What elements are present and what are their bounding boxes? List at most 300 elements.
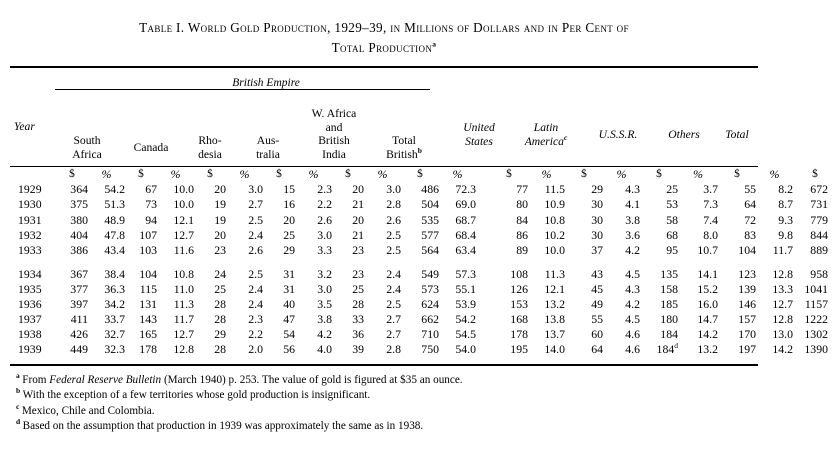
cell-value: 20 [352, 182, 364, 197]
cell-value: 104 [738, 242, 756, 257]
header-canada [120, 141, 182, 155]
cell-value: 12.1 [173, 212, 194, 227]
cell-year: 1936 [18, 297, 42, 312]
cell-value: 4.1 [625, 197, 640, 212]
cell-value: 13.2 [697, 342, 718, 357]
header-total-british-line2 [371, 145, 437, 162]
cell-value: 2.8 [386, 342, 401, 357]
cell-value: 68 [666, 227, 678, 242]
header-australia-line2: tralia [256, 147, 280, 161]
header-wafrica-line4: India [322, 147, 346, 161]
cell-value: 4.5 [625, 266, 640, 281]
symbol-percent: % [452, 167, 463, 182]
table-title [0, 0, 768, 58]
column-gap [476, 342, 490, 357]
cell-value: 83 [744, 227, 756, 242]
cell-value: 2.2 [248, 327, 263, 342]
cell-value: 103 [139, 242, 157, 257]
cell-value: 2.6 [248, 242, 263, 257]
cell-value: 20 [283, 212, 295, 227]
data-rows-body [10, 182, 837, 357]
cell-value: 2.5 [248, 266, 263, 281]
header-west-africa-british-india [297, 107, 371, 161]
cell-value: 21 [352, 197, 364, 212]
header-wafrica-line1: W. Africa [311, 107, 357, 120]
cell-value: 19 [214, 197, 226, 212]
cell-value: 449 [70, 342, 88, 357]
cell-value: 168 [510, 312, 528, 327]
cell-value: 12.7 [173, 227, 194, 242]
cell-value: 158 [660, 281, 678, 296]
cell-value: 94 [145, 212, 157, 227]
cell-value: 15 [283, 182, 295, 197]
cell-value: 11.7 [173, 312, 194, 327]
symbol-dollar: $ [581, 168, 587, 181]
cell-value: 3.0 [317, 227, 332, 242]
title-line-1: Table I. World Gold Production, 1929–39, in Millions of Dollars and in Per Cent of [139, 20, 629, 35]
cell-value: 20 [214, 227, 226, 242]
cell-value: 31 [283, 281, 295, 296]
cell-value: 377 [70, 281, 88, 296]
cell-value: 25 [214, 281, 226, 296]
cell-value: 126 [510, 281, 528, 296]
cell-value: 397 [70, 297, 88, 312]
symbol-percent: % [101, 167, 112, 182]
header-rhodesia [183, 134, 237, 161]
cell-value: 10.8 [544, 212, 565, 227]
header-united-states [447, 121, 511, 148]
cell-value: 37 [591, 242, 603, 257]
cell-value: 10.8 [173, 266, 194, 281]
cell-value: 104 [139, 266, 157, 281]
footnote [16, 401, 756, 419]
cell-value: 48.9 [104, 212, 125, 227]
cell-value: 1222 [804, 312, 828, 327]
column-gap [476, 197, 490, 212]
cell-year: 1937 [18, 312, 42, 327]
footnote [16, 373, 756, 388]
cell-value: 380 [70, 212, 88, 227]
header-south-africa-line1: South [73, 134, 101, 147]
header-latin-america [512, 121, 580, 148]
cell-value: 404 [70, 227, 88, 242]
cell-value: 64 [591, 342, 603, 357]
symbol-dollar: $ [417, 168, 423, 181]
cell-value: 9.3 [778, 212, 793, 227]
cell-value: 58 [666, 212, 678, 227]
cell-value: 2.7 [386, 327, 401, 342]
cell-value: 72 [744, 212, 756, 227]
header-latin-america-line2 [512, 132, 580, 149]
cell-value: 56 [283, 342, 295, 357]
cell-value: 47 [283, 312, 295, 327]
cell-value: 3.0 [317, 281, 332, 296]
british-empire-group-label: British Empire [232, 77, 300, 89]
cell-value: 10.0 [173, 197, 194, 212]
cell-value: 4.2 [625, 242, 640, 257]
cell-value: 14.7 [697, 312, 718, 327]
cell-value: 24 [214, 266, 226, 281]
header-south-africa [54, 134, 120, 161]
table-row [10, 197, 837, 212]
table-row [10, 267, 837, 282]
table-row [10, 297, 837, 312]
cell-value: 14.1 [697, 266, 718, 281]
cell-value: 30 [591, 227, 603, 242]
cell-value: 68.4 [455, 227, 476, 242]
cell-value: 2.4 [386, 281, 401, 296]
cell-value: 14.2 [697, 327, 718, 342]
cell-value: 43.4 [104, 242, 125, 257]
cell-value: 54.5 [455, 327, 476, 342]
column-headers [0, 92, 768, 166]
footnote-mark: a [16, 371, 20, 381]
cell-value: 135 [660, 266, 678, 281]
header-total-british-line1: Total [392, 134, 416, 147]
cell-value: 19 [214, 212, 226, 227]
symbol-percent: % [308, 167, 319, 182]
column-gap [476, 213, 490, 228]
table-row [10, 182, 837, 197]
table-row [10, 327, 837, 342]
cell-value: 28 [214, 312, 226, 327]
cell-value: 11.0 [173, 281, 194, 296]
footnote-italic-title: Federal Reserve Bulletin [49, 373, 162, 386]
symbol-percent: % [239, 167, 250, 182]
cell-value: 47.8 [104, 227, 125, 242]
header-latin-america-footnote-mark: c [563, 132, 568, 142]
cell-value: 184 [660, 327, 678, 342]
cell-value: 28 [214, 342, 226, 357]
cell-value: 16.0 [697, 297, 718, 312]
cell-value: 25 [352, 281, 364, 296]
cell-value: 36.3 [104, 281, 125, 296]
cell-value: 2.4 [248, 281, 263, 296]
cell-value: 4.0 [317, 342, 332, 357]
symbol-dollar: $ [138, 168, 144, 181]
cell-value: 2.3 [317, 182, 332, 197]
cell-value: 8.2 [778, 182, 793, 197]
cell-value: 3.7 [703, 182, 718, 197]
cell-value: 86 [516, 227, 528, 242]
cell-value: 43 [591, 266, 603, 281]
symbol-percent: % [377, 167, 388, 182]
cell-value: 662 [421, 312, 439, 327]
cell-value: 13.3 [772, 281, 793, 296]
cell-value: 958 [810, 266, 828, 281]
cell-year: 1935 [18, 281, 42, 296]
cell-value: 4.3 [625, 182, 640, 197]
cell-value: 3.0 [248, 182, 263, 197]
column-gap [476, 312, 490, 327]
cell-value: 11.5 [544, 182, 565, 197]
cell-value: 7.3 [703, 197, 718, 212]
symbol-dollar: $ [345, 168, 351, 181]
footnote-text: Based on the assumption that production in 1939 was approximately the same as in 1938. [22, 420, 424, 433]
cell-value: 77 [516, 182, 528, 197]
cell-value: 32.3 [104, 342, 125, 357]
cell-value: 197 [738, 342, 756, 357]
cell-value: 2.5 [386, 242, 401, 257]
cell-value: 84 [516, 212, 528, 227]
cell-value: 64 [744, 197, 756, 212]
cell-value: 2.6 [317, 212, 332, 227]
column-gap [476, 182, 490, 197]
cell-value: 2.4 [248, 297, 263, 312]
symbol-dollar: $ [506, 168, 512, 181]
cell-value: 1157 [804, 297, 828, 312]
table-row [10, 243, 837, 258]
table-row [10, 282, 837, 297]
cell-value: 15.2 [697, 281, 718, 296]
header-ussr [583, 128, 653, 142]
title-footnote-mark: a [432, 39, 437, 49]
cell-value: 672 [810, 182, 828, 197]
header-latin-america-line2-text: America [524, 134, 564, 148]
cell-year: 1931 [18, 212, 42, 227]
cell-value: 3.8 [317, 312, 332, 327]
cell-value: 55 [591, 312, 603, 327]
cell-value: 3.6 [625, 227, 640, 242]
column-gap [476, 267, 490, 282]
cell-value: 153 [510, 297, 528, 312]
header-total [714, 128, 760, 142]
cell-year: 1938 [18, 327, 42, 342]
cell-value: 13.7 [544, 327, 565, 342]
header-total-line1: Total [725, 128, 749, 141]
cell-value: 68.7 [455, 212, 476, 227]
cell-value: 386 [70, 242, 88, 257]
header-year: Year [14, 120, 35, 133]
cell-value: 89 [516, 242, 528, 257]
cell-value: 504 [421, 197, 439, 212]
group-header-table [10, 77, 837, 89]
symbol-dollar: $ [734, 168, 740, 181]
cell-value: 55.1 [455, 281, 476, 296]
footnote [16, 388, 756, 403]
column-gap [476, 327, 490, 342]
cell-value: 2.5 [386, 297, 401, 312]
cell-value: 12.7 [173, 327, 194, 342]
cell-value: 10.7 [697, 242, 718, 257]
cell-value: 710 [421, 327, 439, 342]
cell-value: 12.8 [173, 342, 194, 357]
cell-value: 367 [70, 266, 88, 281]
header-total-british-line2-text: British [386, 147, 418, 161]
cell-value: 2.6 [386, 212, 401, 227]
cell-value: 564 [421, 242, 439, 257]
header-united-states-line1: United [463, 121, 495, 134]
header-total-british-footnote-mark: b [417, 145, 422, 155]
cell-value: 31 [283, 266, 295, 281]
british-empire-rule [55, 89, 430, 90]
cell-value: 2.3 [248, 312, 263, 327]
cell-year: 1933 [18, 242, 42, 257]
cell-value: 364 [70, 182, 88, 197]
cell-value: 178 [139, 342, 157, 357]
cell-value: 1390 [804, 342, 828, 357]
header-australia [240, 134, 296, 161]
footnote [16, 419, 756, 434]
cell-value: 10.9 [544, 197, 565, 212]
cell-value: 107 [139, 227, 157, 242]
cell-value: 12.8 [772, 312, 793, 327]
symbol-percent: % [170, 167, 181, 182]
cell-value: 72.3 [455, 182, 476, 197]
cell-value: 12.1 [544, 281, 565, 296]
cell-value: 4.6 [625, 342, 640, 357]
symbol-dollar: $ [69, 168, 75, 181]
column-gap [476, 282, 490, 297]
cell-value: 2.0 [248, 342, 263, 357]
cell-value: 486 [421, 182, 439, 197]
cell-value: 54.2 [455, 312, 476, 327]
cell-value: 4.3 [625, 281, 640, 296]
cell-value: 23 [214, 242, 226, 257]
cell-value: 28 [214, 297, 226, 312]
cell-value: 535 [421, 212, 439, 227]
cell-value: 55 [744, 182, 756, 197]
data-table [10, 167, 837, 357]
cell-value: 38.4 [104, 266, 125, 281]
cell-year: 1932 [18, 227, 42, 242]
cell-value: 3.3 [317, 242, 332, 257]
cell-value: 779 [810, 212, 828, 227]
cell-value: 2.4 [248, 227, 263, 242]
symbol-dollar: $ [656, 168, 662, 181]
cell-footnote-mark: d [674, 341, 678, 351]
cell-value: 2.2 [317, 197, 332, 212]
cell-value: 69.0 [455, 197, 476, 212]
cell-value: 165 [139, 327, 157, 342]
cell-value: 2.4 [386, 266, 401, 281]
cell-value: 30 [591, 197, 603, 212]
cell-value: 30 [591, 212, 603, 227]
cell-value: 123 [738, 266, 756, 281]
cell-value: 426 [70, 327, 88, 342]
cell-value: 34.2 [104, 297, 125, 312]
footnote-mark: d [16, 417, 21, 427]
cell-value: 180 [660, 312, 678, 327]
cell-value: 45 [591, 281, 603, 296]
cell-value: 40 [283, 297, 295, 312]
cell-value: 29 [591, 182, 603, 197]
cell-value: 131 [139, 297, 157, 312]
header-south-africa-line2: Africa [72, 147, 102, 161]
column-gap [476, 297, 490, 312]
cell-value: 29 [214, 327, 226, 342]
cell-value: 67 [145, 182, 157, 197]
cell-value: 2.5 [248, 212, 263, 227]
cell-value: 57.3 [455, 266, 476, 281]
column-gap [476, 167, 490, 182]
footnote-text-tail: (March 1940) p. 253. The value of gold is figured at $35 an ounce. [161, 373, 463, 386]
cell-value: 9.8 [778, 227, 793, 242]
cell-value [640, 342, 678, 357]
header-others [655, 128, 713, 142]
cell-value: 10.2 [544, 227, 565, 242]
cell-value: 28 [352, 297, 364, 312]
cell-value: 624 [421, 297, 439, 312]
cell-value: 11.3 [544, 266, 565, 281]
cell-value: 2.7 [248, 197, 263, 212]
cell-value: 139 [738, 281, 756, 296]
cell-value: 2.8 [386, 197, 401, 212]
cell-value: 108 [510, 266, 528, 281]
symbol-percent: % [616, 167, 627, 182]
cell-value: 13.2 [544, 297, 565, 312]
cell-value: 25 [666, 182, 678, 197]
symbol-percent: % [541, 167, 552, 182]
header-united-states-line2: States [465, 134, 493, 148]
table-row [10, 213, 837, 228]
header-total-british [371, 134, 437, 161]
cell-value: 12.8 [772, 266, 793, 281]
cell-value: 25 [283, 227, 295, 242]
symbol-percent: % [769, 167, 780, 182]
cell-value: 731 [810, 197, 828, 212]
column-gap [476, 243, 490, 258]
cell-value: 3.8 [625, 212, 640, 227]
cell-value: 12.7 [772, 297, 793, 312]
cell-value: 60 [591, 327, 603, 342]
cell-value: 1302 [804, 327, 828, 342]
header-wafrica-line3: British [318, 134, 350, 148]
footnote-text: From [22, 373, 50, 386]
symbol-dollar: $ [207, 168, 213, 181]
cell-value: 146 [738, 297, 756, 312]
header-australia-line1: Aus- [256, 134, 280, 147]
cell-value-text: 184 [656, 342, 675, 357]
cell-value: 53.9 [455, 297, 476, 312]
table-row [10, 312, 837, 327]
symbol-percent: % [693, 167, 703, 182]
cell-value: 23 [352, 266, 364, 281]
cell-value: 573 [421, 281, 439, 296]
cell-value: 36 [352, 327, 364, 342]
cell-value: 143 [139, 312, 157, 327]
cell-value: 33.7 [104, 312, 125, 327]
cell-value: 80 [516, 197, 528, 212]
cell-value: 4.2 [625, 297, 640, 312]
cell-value: 32.7 [104, 327, 125, 342]
symbol-dollar: $ [276, 168, 282, 181]
cell-value: 51.3 [104, 197, 125, 212]
cell-value: 11.6 [173, 242, 194, 257]
cell-value: 3.0 [386, 182, 401, 197]
footnote-text: With the exception of a few territories whose gold production is insignificant. [22, 389, 371, 402]
cell-value: 157 [738, 312, 756, 327]
row-group-spacer [10, 258, 837, 267]
cell-value: 7.4 [703, 212, 718, 227]
cell-value: 889 [810, 242, 828, 257]
footnote-text: Mexico, Chile and Colombia. [21, 404, 155, 417]
cell-value: 4.6 [625, 327, 640, 342]
cell-year: 1929 [18, 182, 42, 197]
cell-value: 3.5 [317, 297, 332, 312]
header-rhodesia-line2: desia [198, 147, 222, 161]
cell-value: 549 [421, 266, 439, 281]
cell-value: 178 [510, 327, 528, 342]
cell-year: 1934 [18, 266, 42, 281]
cell-value: 13.8 [544, 312, 565, 327]
symbol-row-body [10, 167, 837, 182]
cell-value: 33 [352, 312, 364, 327]
cell-value: 3.2 [317, 266, 332, 281]
column-gap [476, 228, 490, 243]
table-row [10, 342, 837, 357]
cell-value: 11.3 [173, 297, 194, 312]
